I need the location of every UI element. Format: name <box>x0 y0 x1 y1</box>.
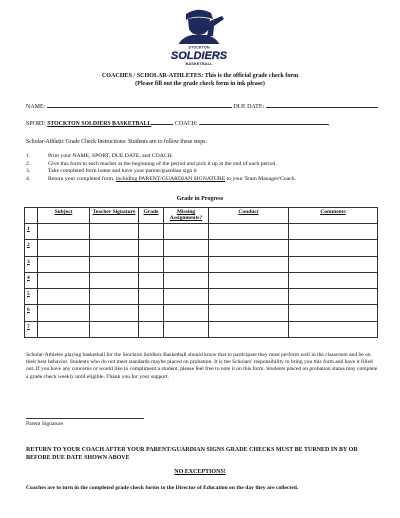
title-line-1: COACHES / SCHOLAR-ATHLETES: This is the official grade check form <box>101 73 299 79</box>
subject-cell[interactable] <box>38 321 90 337</box>
logo-text-top: STOCKTON <box>188 45 210 50</box>
subject-cell[interactable] <box>38 289 90 305</box>
row-number: 4 <box>25 272 38 288</box>
comments-cell[interactable] <box>289 289 378 305</box>
conduct-cell[interactable] <box>209 240 289 256</box>
header-comments: Comments <box>289 208 378 224</box>
row-number: 7 <box>25 321 38 337</box>
comments-cell[interactable] <box>289 305 378 321</box>
due-date-field[interactable] <box>266 101 378 108</box>
conduct-cell[interactable] <box>209 321 289 337</box>
table-row <box>25 305 378 321</box>
coach-label: COACH: <box>174 121 198 127</box>
teacher-signature-cell[interactable] <box>90 224 139 240</box>
conduct-cell[interactable] <box>209 272 289 288</box>
subject-cell[interactable] <box>38 256 90 272</box>
table-row <box>25 256 378 272</box>
step-item: 3. Take completed form home and have your parent/guardian sign it <box>26 168 197 175</box>
header-row-number <box>25 208 38 224</box>
teacher-signature-cell[interactable] <box>90 321 139 337</box>
row-number: 2 <box>25 240 38 256</box>
table-row <box>25 224 378 240</box>
table-row <box>25 272 378 288</box>
soldier-salute-icon <box>164 4 234 70</box>
row-number: 5 <box>25 289 38 305</box>
grade-cell[interactable] <box>139 289 164 305</box>
table-row <box>25 240 378 256</box>
due-date-label: DUE DATE: <box>233 104 265 110</box>
instruction-steps <box>26 153 296 183</box>
header-missing-assignments: Missing Assignments? <box>164 208 209 224</box>
comments-cell[interactable] <box>289 321 378 337</box>
subject-cell[interactable] <box>38 305 90 321</box>
conduct-cell[interactable] <box>209 305 289 321</box>
row-number: 1 <box>25 224 38 240</box>
row-number: 3 <box>25 256 38 272</box>
conduct-cell[interactable] <box>209 289 289 305</box>
conduct-cell[interactable] <box>209 256 289 272</box>
grade-cell[interactable] <box>139 256 164 272</box>
teacher-signature-cell[interactable] <box>90 256 139 272</box>
grade-cell[interactable] <box>139 240 164 256</box>
no-exceptions: NO EXCEPTIONS! <box>174 469 226 475</box>
header-teacher-signature: Teacher Signature <box>90 208 139 224</box>
grade-cell[interactable] <box>139 321 164 337</box>
grade-cell[interactable] <box>139 224 164 240</box>
coach-field[interactable] <box>199 118 329 125</box>
name-label: NAME: <box>26 104 46 110</box>
missing-assignments-cell[interactable] <box>164 305 209 321</box>
missing-assignments-cell[interactable] <box>164 289 209 305</box>
grade-cell[interactable] <box>139 272 164 288</box>
grade-cell[interactable] <box>139 305 164 321</box>
conduct-cell[interactable] <box>209 224 289 240</box>
form-title <box>0 72 400 88</box>
return-notice: RETURN TO YOUR COACH AFTER YOUR PARENT/GUARDIAN SIGNS GRADE CHECKS MUST BE TURNED IN BY OR BEFORE DUE DATE SHOWN ABOVE <box>26 447 358 461</box>
table-row <box>25 321 378 337</box>
step-item: 2. Give this form to each teacher at the beginning of the period and pick it up at the end of each period. <box>26 160 277 167</box>
subject-cell[interactable] <box>38 272 90 288</box>
missing-assignments-cell[interactable] <box>164 256 209 272</box>
subject-cell[interactable] <box>38 240 90 256</box>
parent-signature-label: Parent Signature <box>26 421 64 427</box>
comments-cell[interactable] <box>289 240 378 256</box>
sport-row <box>26 118 376 127</box>
table-row <box>25 289 378 305</box>
row-number: 6 <box>25 305 38 321</box>
header-grade: Grade <box>139 208 164 224</box>
grade-table-title: Grade in Progress <box>176 196 224 202</box>
header-conduct: Conduct <box>209 208 289 224</box>
logo-text-bottom: BASKETBALL <box>185 61 213 66</box>
grade-table <box>24 207 378 338</box>
policy-paragraph: Scholar-Athletes playing basketball for the Stockton Soldiers Basketball should know that to participate they must perform well in the classroom and be on their best behavior. Students who do not meet standards maybe placed on probation. It is the Scholars' responsibility to bring you this form and have it filled out. If you have any concerns or would like to compliment a student, please feel free to note it on this form. Students placed on probation status may complete a grade check weekly until eligible. Thank you for your support. <box>26 352 378 380</box>
instructions-intro: Scholar-Athletic Grade Check Instructions: Students are to follow these steps: <box>26 139 207 145</box>
comments-cell[interactable] <box>289 272 378 288</box>
table-header-row <box>25 208 378 224</box>
missing-assignments-cell[interactable] <box>164 272 209 288</box>
teacher-signature-cell[interactable] <box>90 305 139 321</box>
title-line-2: (Please fill out the grade check form in ink please) <box>135 81 265 87</box>
step-item: 1. Print your NAME, SPORT, DUE DATE, and COACH. <box>26 153 174 159</box>
sport-label: SPORT: <box>26 121 46 127</box>
missing-assignments-cell[interactable] <box>164 321 209 337</box>
subject-cell[interactable] <box>38 224 90 240</box>
sport-value: STOCKTON SOLDIERS BASKETBALL <box>47 121 152 127</box>
missing-assignments-cell[interactable] <box>164 224 209 240</box>
missing-assignments-cell[interactable] <box>164 240 209 256</box>
stockton-soldiers-logo <box>164 4 234 70</box>
name-field[interactable] <box>47 101 232 108</box>
step-item: 4. Return your completed form, including PARENT/GUARDIAN SIGNATURE to your Team Manager/Coach. <box>26 175 296 182</box>
parent-signature-field[interactable] <box>26 418 144 419</box>
sport-field-line <box>151 118 173 125</box>
name-row <box>26 101 376 110</box>
teacher-signature-cell[interactable] <box>90 272 139 288</box>
teacher-signature-cell[interactable] <box>90 289 139 305</box>
comments-cell[interactable] <box>289 224 378 240</box>
coaches-note: Coaches are to turn in the completed grade check forms to the Director of Education on the day they are collected. <box>26 485 299 491</box>
teacher-signature-cell[interactable] <box>90 240 139 256</box>
logo-text-main: SOLDIERS <box>170 50 228 62</box>
header-subject: Subject <box>38 208 90 224</box>
comments-cell[interactable] <box>289 256 378 272</box>
